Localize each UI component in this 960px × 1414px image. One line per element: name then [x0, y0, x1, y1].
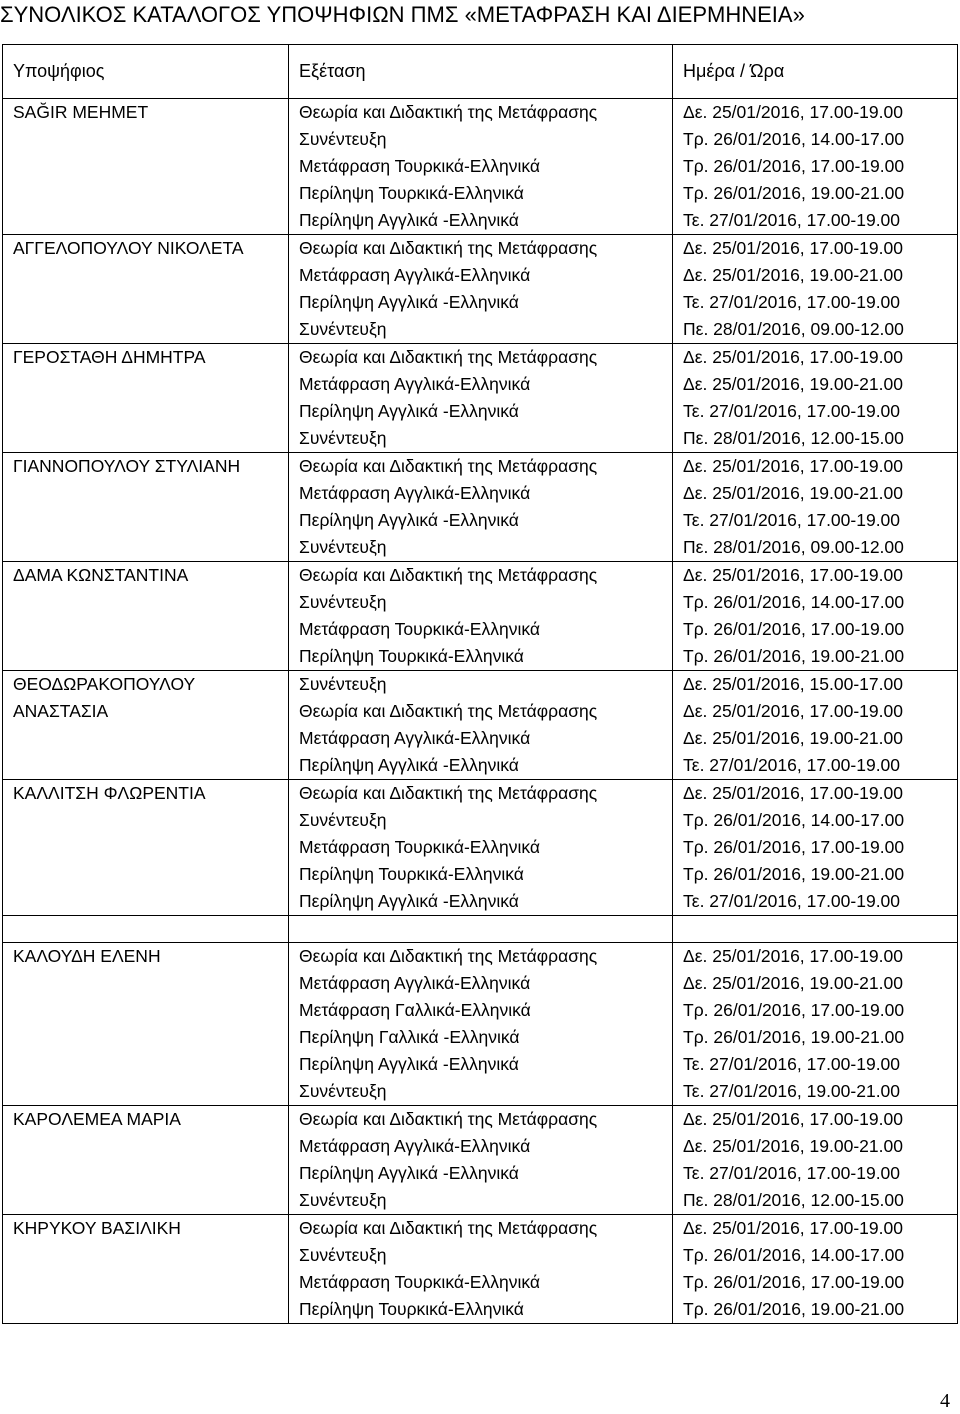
exam-name: Μετάφραση Αγγλικά-Ελληνικά — [299, 374, 531, 394]
exam-name: Συνέντευξη — [299, 1081, 387, 1101]
exam-datetime: Δε. 25/01/2016, 17.00-19.00 — [683, 1218, 903, 1238]
candidate-cell — [3, 99, 289, 235]
table-row — [3, 1215, 958, 1324]
exam-datetime: Πε. 28/01/2016, 09.00-12.00 — [683, 537, 904, 557]
candidate-name: SAĞIR MEHMET — [13, 102, 149, 122]
table-header-row — [3, 45, 958, 99]
exam-name: Περίληψη Αγγλικά -Ελληνικά — [299, 891, 519, 911]
exam-name: Συνέντευξη — [299, 1190, 387, 1210]
page-number: 4 — [940, 1390, 950, 1412]
exam-cell — [289, 99, 673, 235]
candidate-name: ΚΑΛΟΥΔΗ ΕΛΕΝΗ — [13, 946, 161, 966]
exam-datetime: Τρ. 26/01/2016, 14.00-17.00 — [683, 1245, 905, 1265]
exam-name: Θεωρία και Διδακτική της Μετάφρασης — [299, 565, 598, 585]
exam-name: Θεωρία και Διδακτική της Μετάφρασης — [299, 946, 598, 966]
exam-datetime: Τε. 27/01/2016, 17.00-19.00 — [683, 210, 901, 230]
exam-name: Συνέντευξη — [299, 129, 387, 149]
exam-name: Μετάφραση Τουρκικά-Ελληνικά — [299, 156, 541, 176]
exam-name: Περίληψη Τουρκικά-Ελληνικά — [299, 646, 524, 666]
exam-name: Θεωρία και Διδακτική της Μετάφρασης — [299, 1218, 598, 1238]
exam-cell — [289, 344, 673, 453]
exam-name: Μετάφραση Τουρκικά-Ελληνικά — [299, 1272, 541, 1292]
candidate-cell — [3, 780, 289, 916]
exam-cell — [289, 943, 673, 1106]
exam-datetime: Τρ. 26/01/2016, 14.00-17.00 — [683, 592, 905, 612]
exam-datetime: Τρ. 26/01/2016, 19.00-21.00 — [683, 864, 905, 884]
exam-name: Μετάφραση Αγγλικά-Ελληνικά — [299, 973, 531, 993]
exam-datetime: Τρ. 26/01/2016, 19.00-21.00 — [683, 1027, 905, 1047]
candidate-cell — [3, 1106, 289, 1215]
exam-datetime: Δε. 25/01/2016, 17.00-19.00 — [683, 946, 903, 966]
datetime-cell — [673, 453, 958, 562]
exam-datetime: Δε. 25/01/2016, 17.00-19.00 — [683, 565, 903, 585]
datetime-cell — [673, 99, 958, 235]
table-row — [3, 943, 958, 1106]
exam-name: Περίληψη Τουρκικά-Ελληνικά — [299, 1299, 524, 1319]
exam-datetime: Τε. 27/01/2016, 17.00-19.00 — [683, 292, 901, 312]
exam-name: Περίληψη Αγγλικά -Ελληνικά — [299, 1163, 519, 1183]
exam-name: Θεωρία και Διδακτική της Μετάφρασης — [299, 238, 598, 258]
datetime-cell — [673, 943, 958, 1106]
exam-name: Περίληψη Αγγλικά -Ελληνικά — [299, 292, 519, 312]
exam-datetime: Τρ. 26/01/2016, 14.00-17.00 — [683, 129, 905, 149]
empty-cell — [673, 916, 958, 943]
exam-name: Θεωρία και Διδακτική της Μετάφρασης — [299, 1109, 598, 1129]
exam-datetime: Τρ. 26/01/2016, 19.00-21.00 — [683, 646, 905, 666]
exam-datetime: Τε. 27/01/2016, 17.00-19.00 — [683, 891, 901, 911]
exam-name: Περίληψη Τουρκικά-Ελληνικά — [299, 864, 524, 884]
exam-cell — [289, 453, 673, 562]
exam-datetime: Δε. 25/01/2016, 17.00-19.00 — [683, 456, 903, 476]
table-row — [3, 1106, 958, 1215]
exam-datetime: Τε. 27/01/2016, 17.00-19.00 — [683, 1054, 901, 1074]
exam-cell — [289, 780, 673, 916]
table-row — [3, 562, 958, 671]
exam-name: Συνέντευξη — [299, 592, 387, 612]
exam-name: Θεωρία και Διδακτική της Μετάφρασης — [299, 102, 598, 122]
datetime-cell — [673, 780, 958, 916]
exam-datetime: Δε. 25/01/2016, 17.00-19.00 — [683, 102, 903, 122]
exam-datetime: Τρ. 26/01/2016, 19.00-21.00 — [683, 1299, 905, 1319]
table-row — [3, 780, 958, 916]
exam-name: Περίληψη Αγγλικά -Ελληνικά — [299, 210, 519, 230]
candidate-name: ΔΑΜΑ ΚΩΝΣΤΑΝΤΙΝΑ — [13, 565, 189, 585]
exam-name: Μετάφραση Αγγλικά-Ελληνικά — [299, 1136, 531, 1156]
table-row — [3, 453, 958, 562]
exam-datetime: Τρ. 26/01/2016, 17.00-19.00 — [683, 619, 905, 639]
candidate-cell — [3, 671, 289, 780]
candidate-cell — [3, 235, 289, 344]
exam-cell — [289, 1215, 673, 1324]
exam-datetime: Δε. 25/01/2016, 19.00-21.00 — [683, 728, 903, 748]
candidate-cell — [3, 453, 289, 562]
exam-datetime: Τρ. 26/01/2016, 17.00-19.00 — [683, 156, 905, 176]
candidate-name: ΓΙΑΝΝΟΠΟΥΛΟΥ ΣΤΥΛΙΑΝΗ — [13, 456, 241, 476]
exam-name: Συνέντευξη — [299, 1245, 387, 1265]
exam-datetime: Τε. 27/01/2016, 17.00-19.00 — [683, 755, 901, 775]
exam-datetime: Δε. 25/01/2016, 19.00-21.00 — [683, 265, 903, 285]
exam-datetime: Δε. 25/01/2016, 17.00-19.00 — [683, 783, 903, 803]
exam-datetime: Δε. 25/01/2016, 17.00-19.00 — [683, 1109, 903, 1129]
candidate-cell — [3, 562, 289, 671]
exam-datetime: Τρ. 26/01/2016, 17.00-19.00 — [683, 837, 905, 857]
exam-name: Μετάφραση Γαλλικά-Ελληνικά — [299, 1000, 531, 1020]
spacer-row — [3, 916, 958, 943]
exam-datetime: Τε. 27/01/2016, 17.00-19.00 — [683, 1163, 901, 1183]
table-row — [3, 344, 958, 453]
candidate-cell — [3, 344, 289, 453]
exam-datetime: Τρ. 26/01/2016, 19.00-21.00 — [683, 183, 905, 203]
exam-name: Μετάφραση Αγγλικά-Ελληνικά — [299, 265, 531, 285]
candidate-name: ΓΕΡΟΣΤΑΘΗ ΔΗΜΗΤΡΑ — [13, 347, 206, 367]
exam-datetime: Δε. 25/01/2016, 19.00-21.00 — [683, 374, 903, 394]
exam-name: Περίληψη Γαλλικά -Ελληνικά — [299, 1027, 520, 1047]
table-row — [3, 99, 958, 235]
exam-name: Περίληψη Αγγλικά -Ελληνικά — [299, 755, 519, 775]
exam-name: Θεωρία και Διδακτική της Μετάφρασης — [299, 456, 598, 476]
empty-cell — [289, 916, 673, 943]
table-row — [3, 235, 958, 344]
exam-datetime: Δε. 25/01/2016, 17.00-19.00 — [683, 238, 903, 258]
datetime-cell — [673, 1215, 958, 1324]
exam-cell — [289, 235, 673, 344]
candidates-table — [2, 44, 958, 1324]
candidate-name: ΚΑΛΛΙΤΣΗ ΦΛΩΡΕΝΤΙΑ — [13, 783, 206, 803]
exam-name: Θεωρία και Διδακτική της Μετάφρασης — [299, 347, 598, 367]
exam-name: Μετάφραση Αγγλικά-Ελληνικά — [299, 483, 531, 503]
exam-name: Θεωρία και Διδακτική της Μετάφρασης — [299, 783, 598, 803]
exam-datetime: Τρ. 26/01/2016, 17.00-19.00 — [683, 1000, 905, 1020]
exam-name: Συνέντευξη — [299, 428, 387, 448]
exam-datetime: Πε. 28/01/2016, 09.00-12.00 — [683, 319, 904, 339]
exam-datetime: Δε. 25/01/2016, 15.00-17.00 — [683, 674, 903, 694]
candidate-name: ΑΓΓΕΛΟΠΟΥΛΟΥ ΝΙΚΟΛΕΤΑ — [13, 238, 244, 258]
exam-name: Περίληψη Αγγλικά -Ελληνικά — [299, 510, 519, 530]
header-exam: Εξέταση — [289, 45, 673, 99]
exam-name: Συνέντευξη — [299, 319, 387, 339]
exam-datetime: Τε. 27/01/2016, 19.00-21.00 — [683, 1081, 901, 1101]
exam-datetime: Δε. 25/01/2016, 19.00-21.00 — [683, 483, 903, 503]
exam-name: Θεωρία και Διδακτική της Μετάφρασης — [299, 701, 598, 721]
exam-datetime: Πε. 28/01/2016, 12.00-15.00 — [683, 428, 904, 448]
exam-name: Περίληψη Τουρκικά-Ελληνικά — [299, 183, 524, 203]
exam-name: Μετάφραση Τουρκικά-Ελληνικά — [299, 619, 541, 639]
exam-datetime: Τε. 27/01/2016, 17.00-19.00 — [683, 510, 901, 530]
exam-name: Μετάφραση Αγγλικά-Ελληνικά — [299, 728, 531, 748]
header-candidate: Υποψήφιος — [3, 45, 289, 99]
exam-cell — [289, 1106, 673, 1215]
candidate-name: ΚΑΡΟΛΕΜΕΑ ΜΑΡΙΑ — [13, 1109, 181, 1129]
exam-name: Συνέντευξη — [299, 537, 387, 557]
exam-datetime: Τρ. 26/01/2016, 14.00-17.00 — [683, 810, 905, 830]
header-datetime: Ημέρα / Ώρα — [673, 45, 958, 99]
exam-cell — [289, 671, 673, 780]
datetime-cell — [673, 562, 958, 671]
exam-datetime: Δε. 25/01/2016, 17.00-19.00 — [683, 347, 903, 367]
exam-datetime: Δε. 25/01/2016, 17.00-19.00 — [683, 701, 903, 721]
exam-datetime: Δε. 25/01/2016, 19.00-21.00 — [683, 973, 903, 993]
datetime-cell — [673, 1106, 958, 1215]
table-row — [3, 671, 958, 780]
candidate-name: ΘΕΟΔΩΡΑΚΟΠΟΥΛΟΥ ΑΝΑΣΤΑΣΙΑ — [13, 674, 195, 721]
datetime-cell — [673, 235, 958, 344]
exam-name: Μετάφραση Τουρκικά-Ελληνικά — [299, 837, 541, 857]
candidate-cell — [3, 1215, 289, 1324]
datetime-cell — [673, 344, 958, 453]
exam-datetime: Τρ. 26/01/2016, 17.00-19.00 — [683, 1272, 905, 1292]
exam-datetime: Πε. 28/01/2016, 12.00-15.00 — [683, 1190, 904, 1210]
exam-name: Συνέντευξη — [299, 674, 387, 694]
candidate-cell — [3, 943, 289, 1106]
page-title: ΣΥΝΟΛΙΚΟΣ ΚΑΤΑΛΟΓΟΣ ΥΠΟΨΗΦΙΩΝ ΠΜΣ «ΜΕΤΑΦΡΑΣΗ ΚΑΙ ΔΙΕΡΜΗΝΕΙΑ» — [0, 2, 805, 27]
exam-name: Περίληψη Αγγλικά -Ελληνικά — [299, 401, 519, 421]
exam-name: Περίληψη Αγγλικά -Ελληνικά — [299, 1054, 519, 1074]
exam-datetime: Δε. 25/01/2016, 19.00-21.00 — [683, 1136, 903, 1156]
candidate-name: ΚΗΡΥΚΟΥ ΒΑΣΙΛΙΚΗ — [13, 1218, 181, 1238]
exam-cell — [289, 562, 673, 671]
exam-datetime: Τε. 27/01/2016, 17.00-19.00 — [683, 401, 901, 421]
exam-name: Συνέντευξη — [299, 810, 387, 830]
empty-cell — [3, 916, 289, 943]
datetime-cell — [673, 671, 958, 780]
